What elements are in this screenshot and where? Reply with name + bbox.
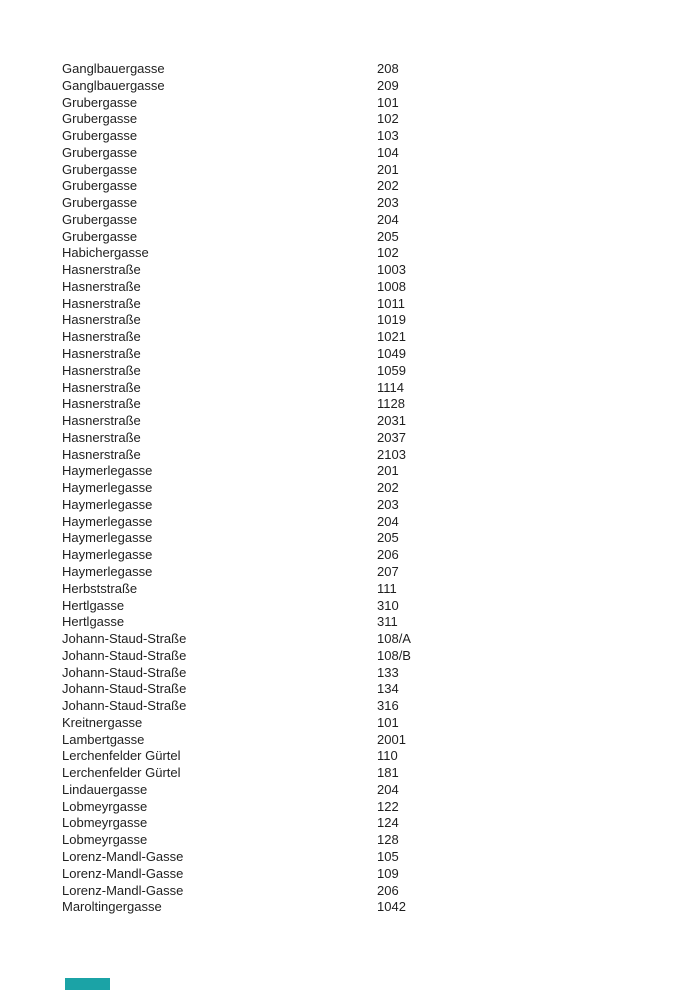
street-name: Lorenz-Mandl-Gasse (62, 848, 184, 864)
street-number: 101 (377, 714, 399, 730)
street-name: Lerchenfelder Gürtel (62, 748, 181, 764)
street-name: Lambertgasse (62, 731, 145, 747)
street-number: 2103 (377, 446, 406, 462)
street-name: Hasnerstraße (62, 446, 141, 462)
street-number: 202 (377, 178, 399, 194)
street-number: 1042 (377, 899, 406, 915)
street-name: Hasnerstraße (62, 429, 141, 445)
street-row (62, 346, 700, 363)
street-row (62, 782, 700, 799)
street-name: Hasnerstraße (62, 346, 141, 362)
street-number: 2037 (377, 429, 406, 445)
street-row (62, 899, 700, 916)
street-number: 181 (377, 765, 399, 781)
street-number: 1021 (377, 329, 406, 345)
street-number: 128 (377, 832, 399, 848)
street-number: 1019 (377, 312, 406, 328)
street-number: 203 (377, 496, 399, 512)
street-row (62, 748, 700, 765)
street-name: Haymerlegasse (62, 563, 153, 579)
street-name: Lobmeyrgasse (62, 798, 148, 814)
street-row (62, 245, 700, 262)
street-number: 316 (377, 698, 399, 714)
street-name: Grubergasse (62, 144, 138, 160)
street-row (62, 832, 700, 849)
street-number: 104 (377, 144, 399, 160)
street-number: 203 (377, 195, 399, 211)
street-row (62, 866, 700, 883)
street-number: 1128 (377, 396, 405, 412)
street-name: Haymerlegasse (62, 463, 153, 479)
street-number: 1008 (377, 278, 406, 294)
street-name: Haymerlegasse (62, 530, 153, 546)
street-number: 206 (377, 882, 399, 898)
street-number: 311 (377, 614, 398, 630)
street-row (62, 329, 700, 346)
street-row (62, 614, 700, 631)
street-name: Herbststraße (62, 580, 138, 596)
street-row (62, 262, 700, 279)
street-name: Kreitnergasse (62, 714, 143, 730)
street-row (62, 178, 700, 195)
street-number: 122 (377, 798, 399, 814)
street-number: 110 (377, 748, 398, 764)
street-name: Ganglbauergasse (62, 77, 165, 93)
street-name: Hasnerstraße (62, 413, 141, 429)
street-number: 201 (377, 463, 399, 479)
street-name: Lorenz-Mandl-Gasse (62, 882, 184, 898)
street-row (62, 883, 700, 900)
street-name: Hasnerstraße (62, 262, 141, 278)
street-name: Grubergasse (62, 195, 138, 211)
street-name: Grubergasse (62, 228, 138, 244)
street-list (62, 61, 700, 916)
street-number: 310 (377, 597, 399, 613)
street-row (62, 564, 700, 581)
street-name: Johann-Staud-Straße (62, 647, 187, 663)
street-number: 109 (377, 865, 399, 881)
street-number: 1059 (377, 362, 406, 378)
street-name: Johann-Staud-Straße (62, 681, 187, 697)
street-row (62, 396, 700, 413)
street-row (62, 849, 700, 866)
street-row (62, 430, 700, 447)
street-number: 2031 (377, 413, 406, 429)
street-row (62, 312, 700, 329)
street-name: Grubergasse (62, 94, 138, 110)
street-number: 206 (377, 547, 399, 563)
street-number: 209 (377, 77, 399, 93)
street-number: 133 (377, 664, 399, 680)
street-name: Hasnerstraße (62, 312, 141, 328)
street-row (62, 212, 700, 229)
street-number: 1049 (377, 346, 406, 362)
street-row (62, 195, 700, 212)
street-name: Johann-Staud-Straße (62, 631, 187, 647)
street-row (62, 95, 700, 112)
street-row (62, 497, 700, 514)
street-number: 124 (377, 815, 399, 831)
street-row (62, 128, 700, 145)
street-name: Lorenz-Mandl-Gasse (62, 865, 184, 881)
street-number: 205 (377, 228, 399, 244)
page-accent-mark (65, 978, 110, 990)
street-name: Lobmeyrgasse (62, 815, 148, 831)
street-name: Lindauergasse (62, 781, 148, 797)
street-name: Haymerlegasse (62, 513, 153, 529)
street-row (62, 530, 700, 547)
street-number: 108/B (377, 647, 411, 663)
street-row (62, 363, 700, 380)
street-number: 204 (377, 211, 399, 227)
street-row (62, 715, 700, 732)
street-row (62, 111, 700, 128)
street-number: 111 (377, 580, 397, 596)
street-name: Haymerlegasse (62, 496, 153, 512)
street-row (62, 380, 700, 397)
street-row (62, 665, 700, 682)
street-name: Hertlgasse (62, 614, 125, 630)
street-number: 102 (377, 245, 399, 261)
street-name: Grubergasse (62, 161, 138, 177)
street-name: Grubergasse (62, 111, 138, 127)
street-number: 101 (377, 94, 399, 110)
street-row (62, 631, 700, 648)
street-row (62, 681, 700, 698)
street-row (62, 78, 700, 95)
street-name: Hasnerstraße (62, 278, 141, 294)
street-name: Grubergasse (62, 128, 138, 144)
street-row (62, 799, 700, 816)
street-number: 103 (377, 128, 399, 144)
street-name: Hasnerstraße (62, 396, 141, 412)
street-row (62, 765, 700, 782)
street-name: Hasnerstraße (62, 295, 141, 311)
street-name: Johann-Staud-Straße (62, 698, 187, 714)
street-name: Hasnerstraße (62, 329, 141, 345)
street-number: 134 (377, 681, 399, 697)
street-row (62, 279, 700, 296)
street-number: 201 (377, 161, 399, 177)
street-row (62, 480, 700, 497)
street-number: 2001 (377, 731, 406, 747)
street-row (62, 581, 700, 598)
street-name: Johann-Staud-Straße (62, 664, 187, 680)
street-row (62, 547, 700, 564)
street-number: 208 (377, 61, 399, 76)
street-row (62, 162, 700, 179)
street-number: 105 (377, 848, 399, 864)
street-name: Haymerlegasse (62, 547, 153, 563)
street-name: Ganglbauergasse (62, 61, 165, 76)
street-name: Grubergasse (62, 211, 138, 227)
street-row (62, 145, 700, 162)
street-row (62, 61, 700, 78)
street-number: 207 (377, 563, 399, 579)
street-name: Lerchenfelder Gürtel (62, 765, 181, 781)
street-name: Habichergasse (62, 245, 149, 261)
street-name: Hasnerstraße (62, 379, 141, 395)
street-name: Hasnerstraße (62, 362, 141, 378)
street-row (62, 698, 700, 715)
street-row (62, 463, 700, 480)
street-number: 204 (377, 513, 399, 529)
street-row (62, 732, 700, 749)
street-number: 1003 (377, 262, 406, 278)
street-row (62, 447, 700, 464)
street-row (62, 413, 700, 430)
street-number: 204 (377, 781, 399, 797)
street-number: 102 (377, 111, 399, 127)
street-row (62, 815, 700, 832)
street-row (62, 514, 700, 531)
street-name: Haymerlegasse (62, 480, 153, 496)
street-number: 1114 (377, 379, 404, 395)
street-name: Grubergasse (62, 178, 138, 194)
street-name: Hertlgasse (62, 597, 125, 613)
street-number: 1011 (377, 295, 405, 311)
street-number: 108/A (377, 631, 411, 647)
street-number: 205 (377, 530, 399, 546)
street-row (62, 598, 700, 615)
street-row (62, 296, 700, 313)
street-number: 202 (377, 480, 399, 496)
street-name: Maroltingergasse (62, 899, 162, 915)
street-name: Lobmeyrgasse (62, 832, 148, 848)
street-row (62, 648, 700, 665)
street-row (62, 229, 700, 246)
